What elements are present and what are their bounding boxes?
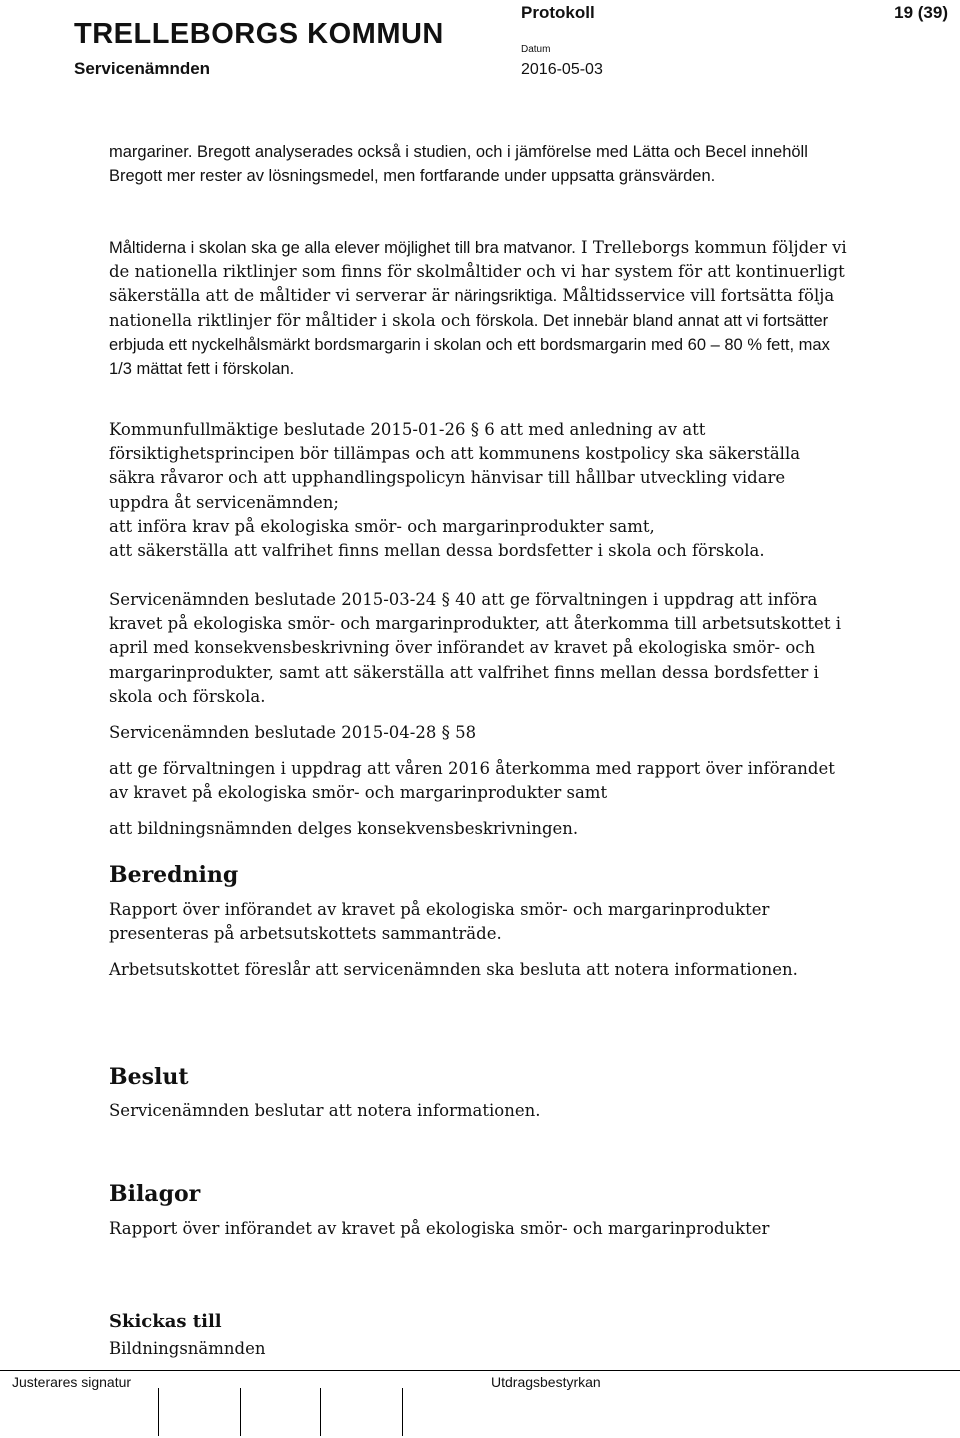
page-number: 19 (39) xyxy=(894,3,948,22)
section-heading-beredning: Beredning xyxy=(109,862,239,888)
paragraph-proposal xyxy=(109,958,849,982)
paragraph-text: Bildningsnämnden xyxy=(109,1339,266,1358)
paragraph-decision xyxy=(109,1099,849,1123)
date-label: Datum xyxy=(521,44,551,55)
signature-box-divider xyxy=(240,1388,241,1436)
text-run: förskola. xyxy=(475,311,539,330)
organization-name: TRELLEBORGS KOMMUN xyxy=(74,18,444,50)
section-heading-bilagor: Bilagor xyxy=(109,1181,201,1207)
text-run: I Trelleborgs kommun följder vi de nationella riktlinjer som finns för skolmåltider och vi har system för att kontinuerligt säkerställa att de måltider vi serverar är xyxy=(109,238,847,306)
paragraph-attachment xyxy=(109,1217,849,1241)
text-run: Måltiderna i skolan ska ge alla elever möjlighet till bra matvanor. xyxy=(109,239,576,257)
signature-label: Justerares signatur xyxy=(12,1374,132,1390)
paragraph-text: Arbetsutskottet föreslår att servicenämnden ska besluta att notera informationen. xyxy=(109,960,798,979)
paragraph-text: Servicenämnden beslutar att notera informationen. xyxy=(109,1101,541,1120)
paragraph-text: Rapport över införandet av kravet på ekologiska smör- och margarinprodukter presenteras på arbetsutskottets sammanträde. xyxy=(109,900,770,944)
paragraph-report xyxy=(109,898,849,946)
paragraph-text: att säkerställa att valfrihet finns mellan dessa bordsfetter i skola och förskola. xyxy=(109,541,765,561)
paragraph-assignment xyxy=(109,757,849,805)
paragraph-board-decision-2015-04-28 xyxy=(109,721,849,745)
paragraph-text: Servicenämnden beslutade 2015-04-28 § 58 xyxy=(109,723,477,742)
signature-box-divider xyxy=(402,1388,403,1436)
footer-divider xyxy=(0,1370,960,1371)
meeting-date: 2016-05-03 xyxy=(521,61,603,78)
paragraph-consequence xyxy=(109,817,849,841)
paragraph-text: Rapport över införandet av kravet på ekologiska smör- och margarinprodukter xyxy=(109,1219,770,1238)
text-run: Måltidsservice vill fortsätta följa nationella riktlinjer för måltider i skola och xyxy=(109,286,835,330)
paragraph-school-meals xyxy=(109,236,849,381)
text-run: näringsriktiga. xyxy=(454,287,558,306)
document-type: Protokoll xyxy=(521,3,595,22)
paragraph-text: margariner. Bregott analyserades också i studien, och i jämförelse med Lätta och Becel innehöll Bregott mer rester av lösningsmedel, men fortfarande under uppsatta gränsvärden. xyxy=(109,143,808,186)
text-run: Det innebär bland annat att vi fortsätter erbjuda ett nyckelhålsmärkt bordsmargarin i skolan och ett bordsmargarin med 60 – 80 % fett, max 1/3 mättat fett i xyxy=(109,311,830,379)
extract-label: Utdragsbestyrkan xyxy=(491,1374,601,1390)
section-heading-beslut: Beslut xyxy=(109,1064,189,1090)
paragraph-text: att ge förvaltningen i uppdrag att våren 2016 återkomma med rapport över införandet av kravet på ekologiska smör- och margarinprodukter samt xyxy=(109,759,835,803)
board-name: Servicenämnden xyxy=(74,59,211,78)
recipient xyxy=(109,1337,849,1361)
paragraph-text: Servicenämnden beslutade 2015-03-24 § 40 att ge förvaltningen i uppdrag att införa kravet på ekologiska smör- och margarinprodukter, att återkomma till arbetsutskottet i april med konsekvensbeskrivning över införandet av kravet på ekologiska smör- och margarinprodukter, samt att säkerställa att valfrihet finns mellan dessa bordsfetter i skola och förskola. xyxy=(109,590,841,706)
signature-box-divider xyxy=(158,1388,159,1436)
paragraph-margarine-study xyxy=(109,140,849,188)
text-run: förskolan. xyxy=(222,360,295,379)
section-heading-skickas-till: Skickas till xyxy=(109,1311,222,1332)
paragraph-text xyxy=(109,236,849,381)
paragraph-text: att införa krav på ekologiska smör- och margarinprodukter samt, xyxy=(109,516,655,536)
paragraph-council-decision xyxy=(109,418,849,563)
paragraph-text: Kommunfullmäktige beslutade 2015-01-26 § 6 att med anledning av att försiktighetsprincipen bör tillämpas och att kommunens kostpolicy ska säkerställa säkra råvaror och att upphandlingspolicyn hänvisar till hållbar utveckling vidare uppdra åt servicenämnden; xyxy=(109,420,801,512)
paragraph-board-decision-2015-03-24 xyxy=(109,588,849,709)
signature-box-divider xyxy=(320,1388,321,1436)
paragraph-text: att bildningsnämnden delges konsekvensbeskrivningen. xyxy=(109,819,579,838)
